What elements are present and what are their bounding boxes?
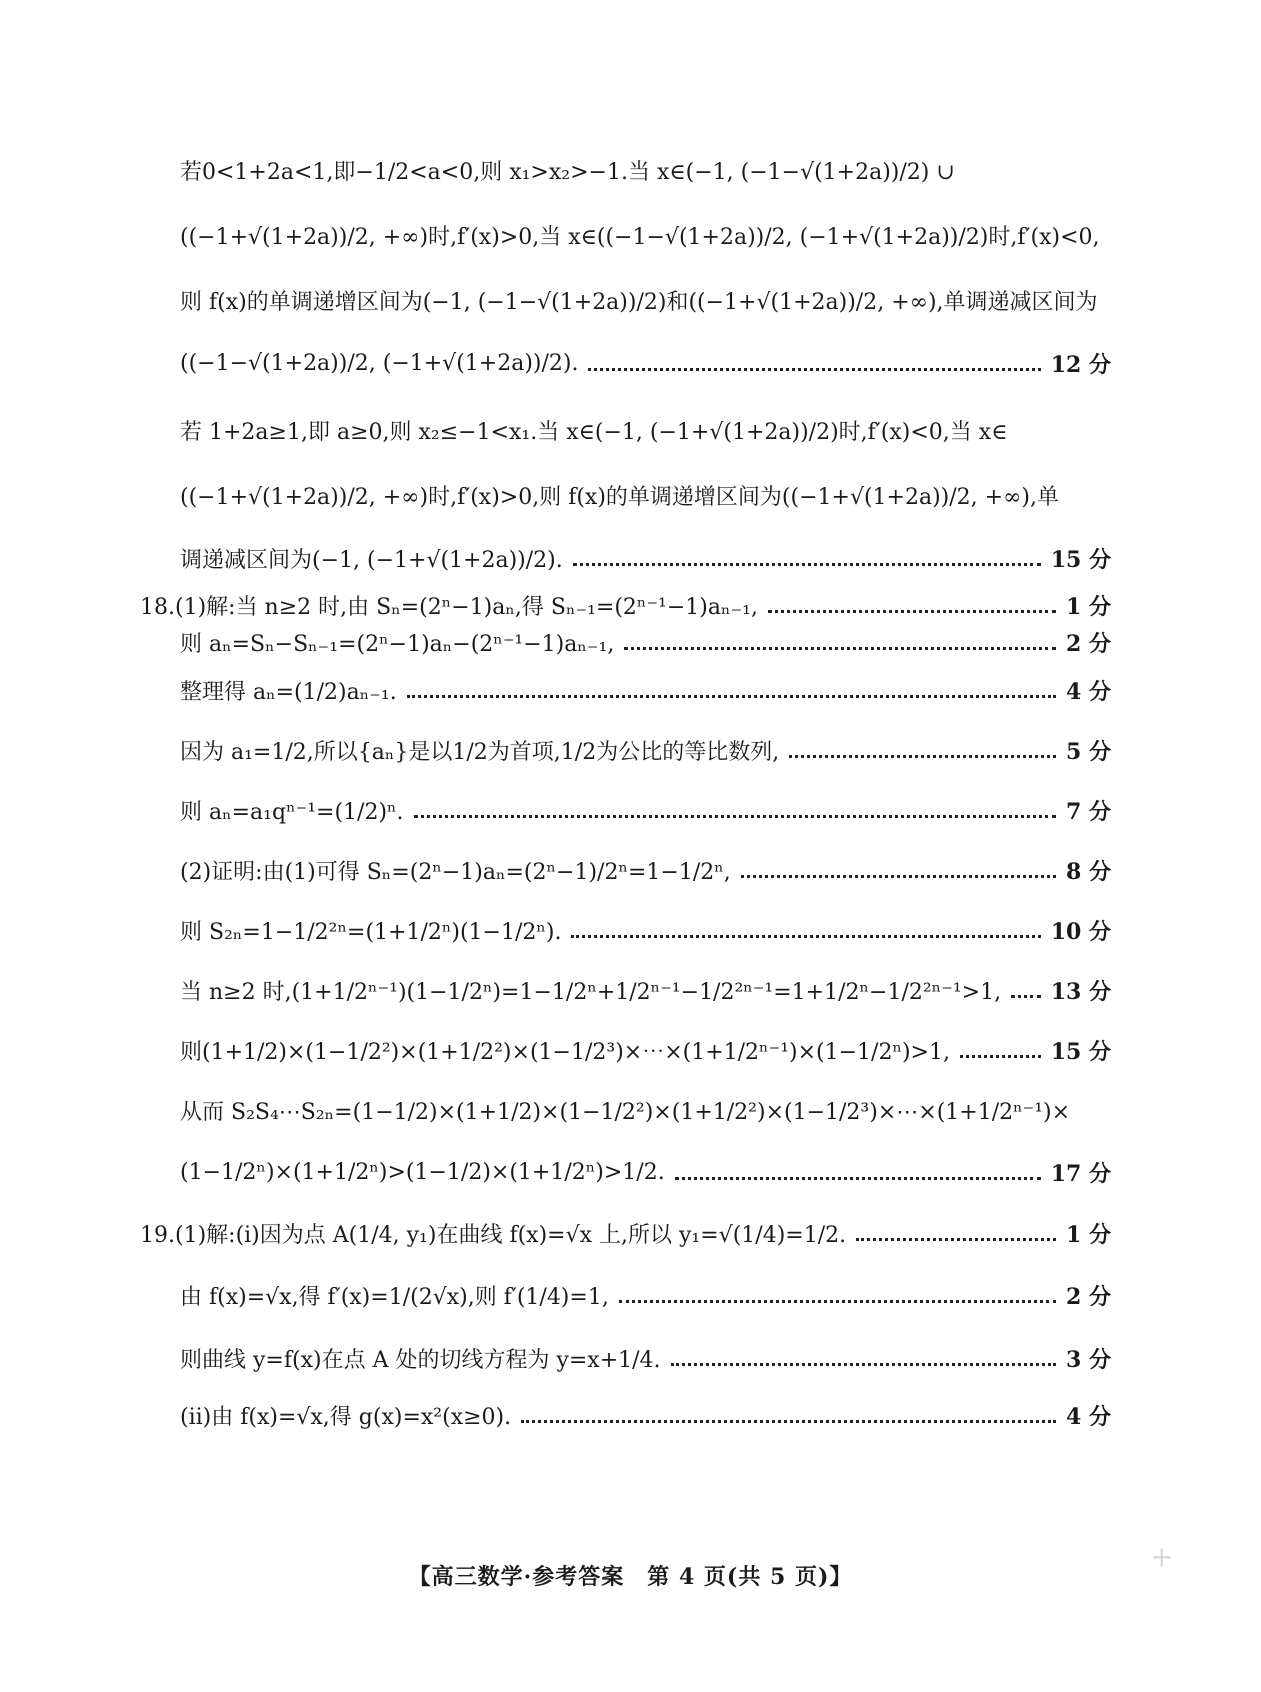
- line-text: ((−1+√(1+2a))/2, +∞)时,f′(x)>0,则 f(x)的单调递增区间为((−1+√(1+2a))/2, +∞),单: [180, 484, 1059, 510]
- solution-line: [180, 900, 1111, 960]
- line-text: 18.(1)解:当 n≥2 时,由 Sₙ=(2ⁿ−1)aₙ,得 Sₙ₋₁=(2ⁿ⁻¹−1)aₙ₋₁,: [140, 594, 758, 620]
- leader-dots: [573, 563, 1041, 566]
- leader-dots: [789, 755, 1056, 758]
- leader-dots: [671, 1363, 1056, 1366]
- leader-dots: [624, 647, 1056, 650]
- solution-line: [180, 1080, 1111, 1140]
- solution-line: [180, 840, 1111, 900]
- solution-line: [180, 140, 1111, 200]
- score: 2 分: [1066, 630, 1111, 657]
- line-text: ((−1−√(1+2a))/2, (−1+√(1+2a))/2).: [180, 350, 579, 376]
- solution-line: [180, 1328, 1111, 1388]
- line-text: 当 n≥2 时,(1+1/2ⁿ⁻¹)(1−1/2ⁿ)=1−1/2ⁿ+1/2ⁿ⁻¹−1/2²ⁿ⁻¹=1+1/2ⁿ−1/2²ⁿ⁻¹>1,: [180, 979, 1002, 1005]
- score: 4 分: [1066, 1403, 1111, 1430]
- page-footer: 【高三数学·参考答案 第 4 页(共 5 页)】: [408, 1564, 853, 1590]
- line-text: 19.(1)解:(ⅰ)因为点 A(1/4, y₁)在曲线 f(x)=√x 上,所以 y₁=√(1/4)=1/2.: [140, 1222, 847, 1248]
- line-text: 调递减区间为(−1, (−1+√(1+2a))/2).: [180, 547, 563, 573]
- score: 5 分: [1066, 738, 1111, 765]
- solution-line: [180, 960, 1111, 1020]
- score: 2 分: [1066, 1283, 1111, 1310]
- leader-dots: [960, 1055, 1041, 1058]
- leader-dots: [588, 368, 1040, 371]
- solution-line: [180, 1385, 1111, 1445]
- line-text: 则 f(x)的单调递增区间为(−1, (−1−√(1+2a))/2)和((−1+√(1+2a))/2, +∞),单调递减区间为: [180, 289, 1098, 315]
- line-text: 整理得 aₙ=(1/2)aₙ₋₁.: [180, 679, 397, 705]
- score: 15 分: [1050, 546, 1111, 573]
- line-text: 则(1+1/2)×(1−1/2²)×(1+1/2²)×(1−1/2³)×⋯×(1+1/2ⁿ⁻¹)×(1−1/2ⁿ)>1,: [180, 1039, 950, 1065]
- score: 10 分: [1050, 918, 1111, 945]
- line-text: 则 aₙ=Sₙ−Sₙ₋₁=(2ⁿ−1)aₙ−(2ⁿ⁻¹−1)aₙ₋₁,: [180, 631, 615, 657]
- solution-line: [180, 400, 1111, 460]
- line-text: 则曲线 y=f(x)在点 A 处的切线方程为 y=x+1/4.: [180, 1347, 661, 1373]
- line-text: 则 S₂ₙ=1−1/2²ⁿ=(1+1/2ⁿ)(1−1/2ⁿ).: [180, 919, 562, 945]
- leader-dots: [1011, 995, 1041, 998]
- score: 1 分: [1066, 1221, 1111, 1248]
- score: 8 分: [1066, 858, 1111, 885]
- solution-line: [180, 1265, 1111, 1325]
- solution-line: [180, 1142, 1111, 1202]
- leader-dots: [619, 1300, 1056, 1303]
- leader-dots: [407, 695, 1056, 698]
- solution-line: [180, 270, 1111, 330]
- score: 12 分: [1050, 351, 1111, 378]
- solution-line: [180, 780, 1111, 840]
- line-text: (2)证明:由(1)可得 Sₙ=(2ⁿ−1)aₙ=(2ⁿ−1)/2ⁿ=1−1/2ⁿ,: [180, 859, 731, 885]
- line-text: (1−1/2ⁿ)×(1+1/2ⁿ)>(1−1/2)×(1+1/2ⁿ)>1/2.: [180, 1159, 665, 1185]
- score: 1 分: [1066, 593, 1111, 620]
- line-text: 则 aₙ=a₁qⁿ⁻¹=(1/2)ⁿ.: [180, 799, 404, 825]
- score: 3 分: [1066, 1346, 1111, 1373]
- line-text: 由 f(x)=√x,得 f′(x)=1/(2√x),则 f′(1/4)=1,: [180, 1284, 609, 1310]
- leader-dots: [856, 1238, 1056, 1241]
- score: 17 分: [1050, 1160, 1111, 1187]
- solution-line: [180, 720, 1111, 780]
- score: 15 分: [1050, 1038, 1111, 1065]
- line-text: 若0<1+2a<1,即−1/2<a<0,则 x₁>x₂>−1.当 x∈(−1, (−1−√(1+2a))/2) ∪: [180, 159, 955, 185]
- solution-line: [180, 205, 1111, 265]
- watermark-mark: +: [1150, 1540, 1174, 1573]
- leader-dots: [414, 815, 1056, 818]
- score: 4 分: [1066, 678, 1111, 705]
- score: 7 分: [1066, 798, 1111, 825]
- score: 13 分: [1050, 978, 1111, 1005]
- solution-line: [180, 1020, 1111, 1080]
- line-text: 因为 a₁=1/2,所以{aₙ}是以1/2为首项,1/2为公比的等比数列,: [180, 739, 780, 765]
- solution-line: [180, 465, 1111, 525]
- line-text: (ⅱ)由 f(x)=√x,得 g(x)=x²(x≥0).: [180, 1404, 512, 1430]
- leader-dots: [675, 1177, 1041, 1180]
- leader-dots: [521, 1420, 1056, 1423]
- solution-line: [140, 1203, 1111, 1263]
- leader-dots: [741, 875, 1056, 878]
- line-text: ((−1+√(1+2a))/2, +∞)时,f′(x)>0,当 x∈((−1−√(1+2a))/2, (−1+√(1+2a))/2)时,f′(x)<0,: [180, 224, 1100, 250]
- line-text: 若 1+2a≥1,即 a≥0,则 x₂≤−1<x₁.当 x∈(−1, (−1+√(1+2a))/2)时,f′(x)<0,当 x∈: [180, 419, 1008, 445]
- line-text: 从而 S₂S₄⋯S₂ₙ=(1−1/2)×(1+1/2)×(1−1/2²)×(1+1/2²)×(1−1/2³)×⋯×(1+1/2ⁿ⁻¹)×: [180, 1099, 1071, 1125]
- solution-line: [180, 660, 1111, 720]
- leader-dots: [571, 935, 1040, 938]
- solution-line: [180, 333, 1111, 393]
